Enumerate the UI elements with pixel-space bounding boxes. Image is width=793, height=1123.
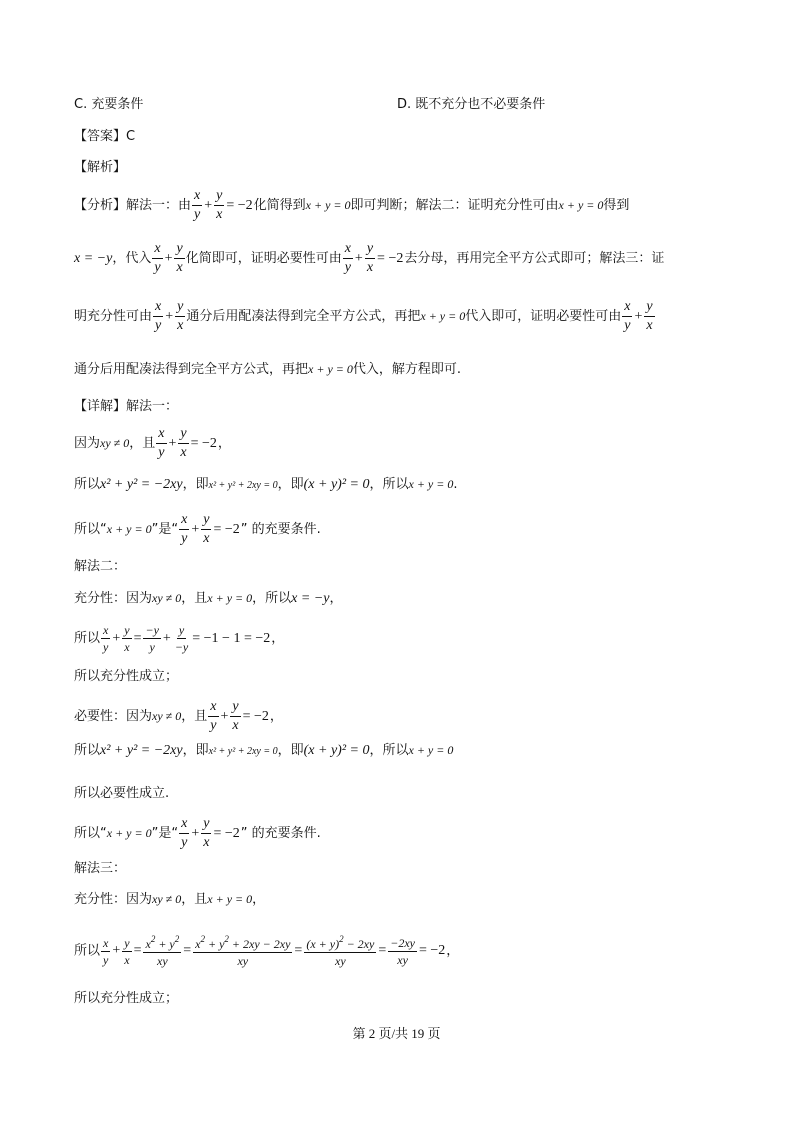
m2-line-5: 所以x² + y² = −2xy，即x² + y² + 2xy = 0，即(x + y)² = 0，所以x + y = 0 xyxy=(74,743,454,758)
option-c: C. 充要条件 xyxy=(74,97,144,112)
m3-heading: 解法三： xyxy=(74,861,127,876)
m2-line-7: 所以“x + y = 0”是“ $\frac{x}{y}$ + $\frac{y}{x}$ = −2” 的充要条件. xyxy=(74,816,321,850)
m2-line-1: 充分性：因为xy ≠ 0，且x + y = 0，所以x = −y， xyxy=(74,591,343,606)
m1-line-3: 所以“x + y = 0”是“ $\frac{x}{y}$ + $\frac{y}{x}$ = −2” 的充要条件. xyxy=(74,512,321,546)
m2-line-2: 所以 $\frac{x}{y}$ + $\frac{y}{x}$ = $\frac{-y}{y}$ + $\frac{y}{-y}$ = −1 − 1 = −2， xyxy=(74,623,285,654)
m2-line-4: 必要性：因为xy ≠ 0，且 $\frac{x}{y}$ + $\frac{y}{x}$ = −2， xyxy=(74,699,283,733)
m2-heading: 解法二： xyxy=(74,559,127,574)
m2-line-6: 所以必要性成立. xyxy=(74,786,170,801)
frac-x-over-y: $\frac{x}{y}$ xyxy=(194,188,201,222)
detail-heading: 【详解】解法一： xyxy=(74,399,179,414)
m2-line-3: 所以充分性成立； xyxy=(74,669,179,684)
answer-label: 【答案】C xyxy=(74,129,136,144)
frac-y-over-x: $\frac{y}{x}$ xyxy=(216,188,223,222)
m3-line-2: 所以 $\frac{x}{y}$ + $\frac{y}{x}$ = $\frac{x^2 + y^2}{xy}$ = $\frac{x^2 + y^2 + 2xy - 2xy}{xy}$ = $\frac{(x + y)^2 - 2xy}{xy}$ = $\frac{-2xy}{xy}$ = −2， xyxy=(74,934,460,968)
option-d: D. 既不充分也不必要条件 xyxy=(397,97,546,112)
fenxi-line-3: 明充分性可由 $\frac{x}{y}$ + $\frac{y}{x}$ 通分后用配凑法得到完全平方公式，再把x + y = 0代入即可，证明必要性可由 $\frac{x}{y}$ + $\frac{y}{x}$ xyxy=(74,299,653,333)
fenxi-line-1: 【分析】解法一：由 $\frac{x}{y}$ + $\frac{y}{x}$ = −2化简得到x + y = 0即可判断；解法二：证明充分性可由x + y = 0得到 xyxy=(74,188,630,222)
m3-line-3: 所以充分性成立； xyxy=(74,991,179,1006)
analysis-heading: 【解析】 xyxy=(74,160,127,175)
m1-line-2: 所以x² + y² = −2xy，即x² + y² + 2xy = 0，即(x + y)² = 0，所以x + y = 0. xyxy=(74,477,458,492)
fenxi-line-2: x = −y，代入 $\frac{x}{y}$ + $\frac{y}{x}$ 化简即可，证明必要性可由 $\frac{x}{y}$ + $\frac{y}{x}$ = −2去分母，再用完全平方公式即可；解法三：证 xyxy=(74,241,665,275)
m1-line-1: 因为xy ≠ 0，且 $\frac{x}{y}$ + $\frac{y}{x}$ = −2， xyxy=(74,426,231,460)
m3-line-1: 充分性：因为xy ≠ 0，且x + y = 0， xyxy=(74,892,266,907)
fenxi-line-4: 通分后用配凑法得到完全平方公式，再把x + y = 0代入，解方程即可. xyxy=(74,362,462,377)
page-footer: 第 2 页/共 19 页 xyxy=(352,1026,441,1041)
